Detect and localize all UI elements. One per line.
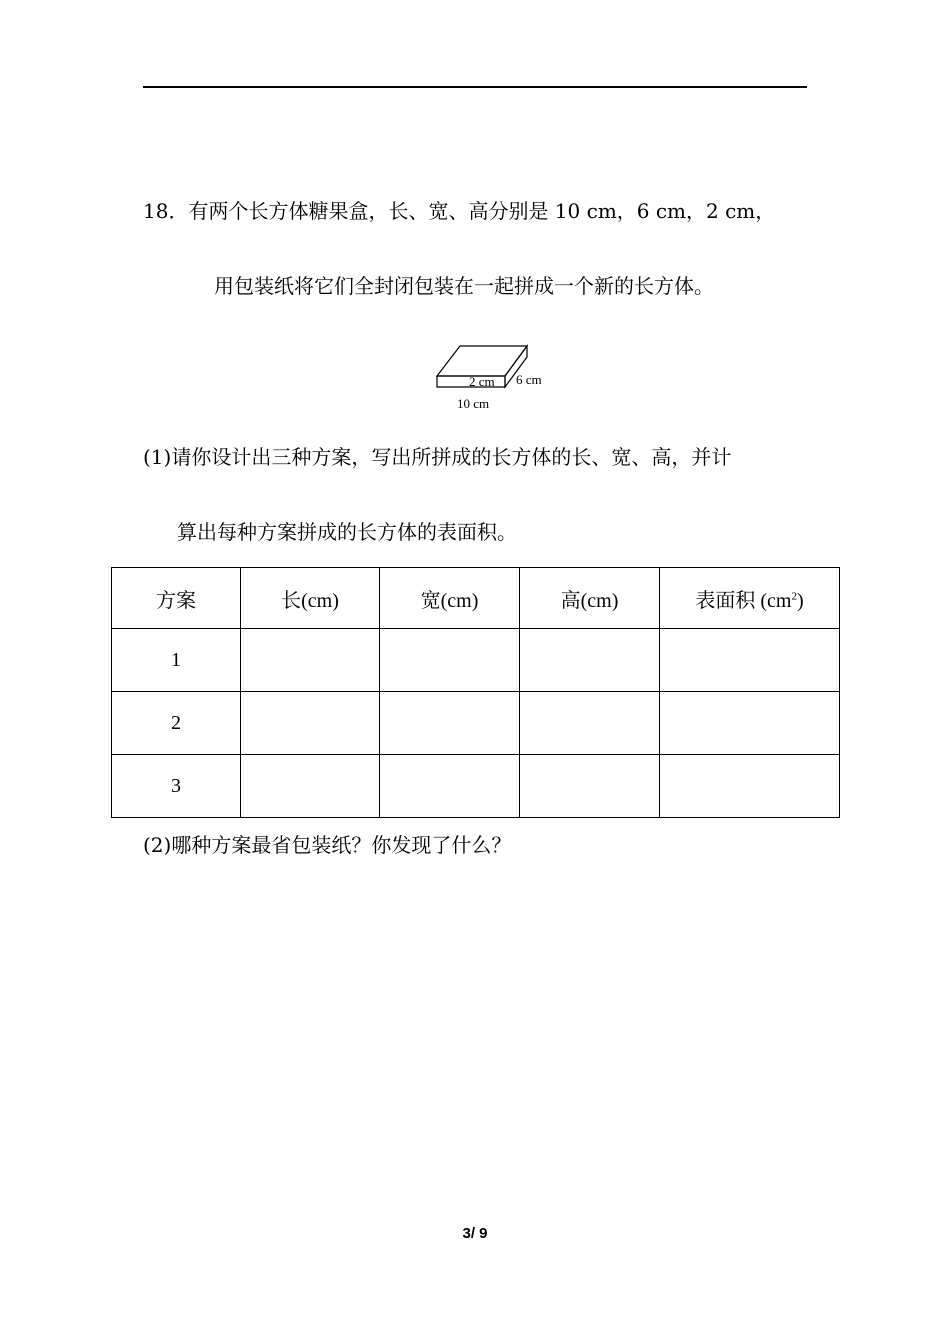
length-label: 10 cm [457, 396, 490, 411]
plan-number: 2 [112, 692, 241, 755]
question-line-2: 用包装纸将它们全封闭包装在一起拼成一个新的长方体。 [214, 274, 714, 298]
length-cell[interactable] [241, 692, 380, 755]
cuboid-top-face [437, 346, 527, 376]
header-area: 表面积 $(cm^2)$ [660, 568, 840, 629]
header-length: 长(cm) [241, 568, 380, 629]
length-cell[interactable] [241, 755, 380, 818]
plan-table [111, 567, 840, 818]
width-cell[interactable] [380, 629, 520, 692]
question-line-1: 18．有两个长方体糖果盒，长、宽、高分别是 10 cm，6 cm，2 cm， [143, 199, 776, 223]
plan-number: 1 [112, 629, 241, 692]
table-row [112, 755, 840, 818]
part2-line: (2)哪种方案最省包装纸？你发现了什么？ [143, 833, 512, 857]
height-cell[interactable] [520, 692, 660, 755]
height-label: 2 cm [469, 374, 495, 389]
table-row [112, 692, 840, 755]
table-header-row [112, 568, 840, 629]
width-cell[interactable] [380, 755, 520, 818]
page-number: 3/ 9 [462, 1225, 488, 1242]
width-label: 6 cm [516, 372, 542, 387]
height-cell[interactable] [520, 629, 660, 692]
cuboid-figure [428, 340, 558, 414]
width-cell[interactable] [380, 692, 520, 755]
table-row [112, 629, 840, 692]
header-rule [143, 86, 807, 88]
part1-line-1: (1)请你设计出三种方案，写出所拼成的长方体的长、宽、高，并计 [143, 445, 732, 469]
area-cell[interactable] [660, 629, 840, 692]
area-cell[interactable] [660, 755, 840, 818]
part1-line-2: 算出每种方案拼成的长方体的表面积。 [177, 520, 517, 544]
header-width: 宽(cm) [380, 568, 520, 629]
area-cell[interactable] [660, 692, 840, 755]
length-cell[interactable] [241, 629, 380, 692]
header-height: 高(cm) [520, 568, 660, 629]
header-plan: 方案 [112, 568, 241, 629]
height-cell[interactable] [520, 755, 660, 818]
plan-number: 3 [112, 755, 241, 818]
